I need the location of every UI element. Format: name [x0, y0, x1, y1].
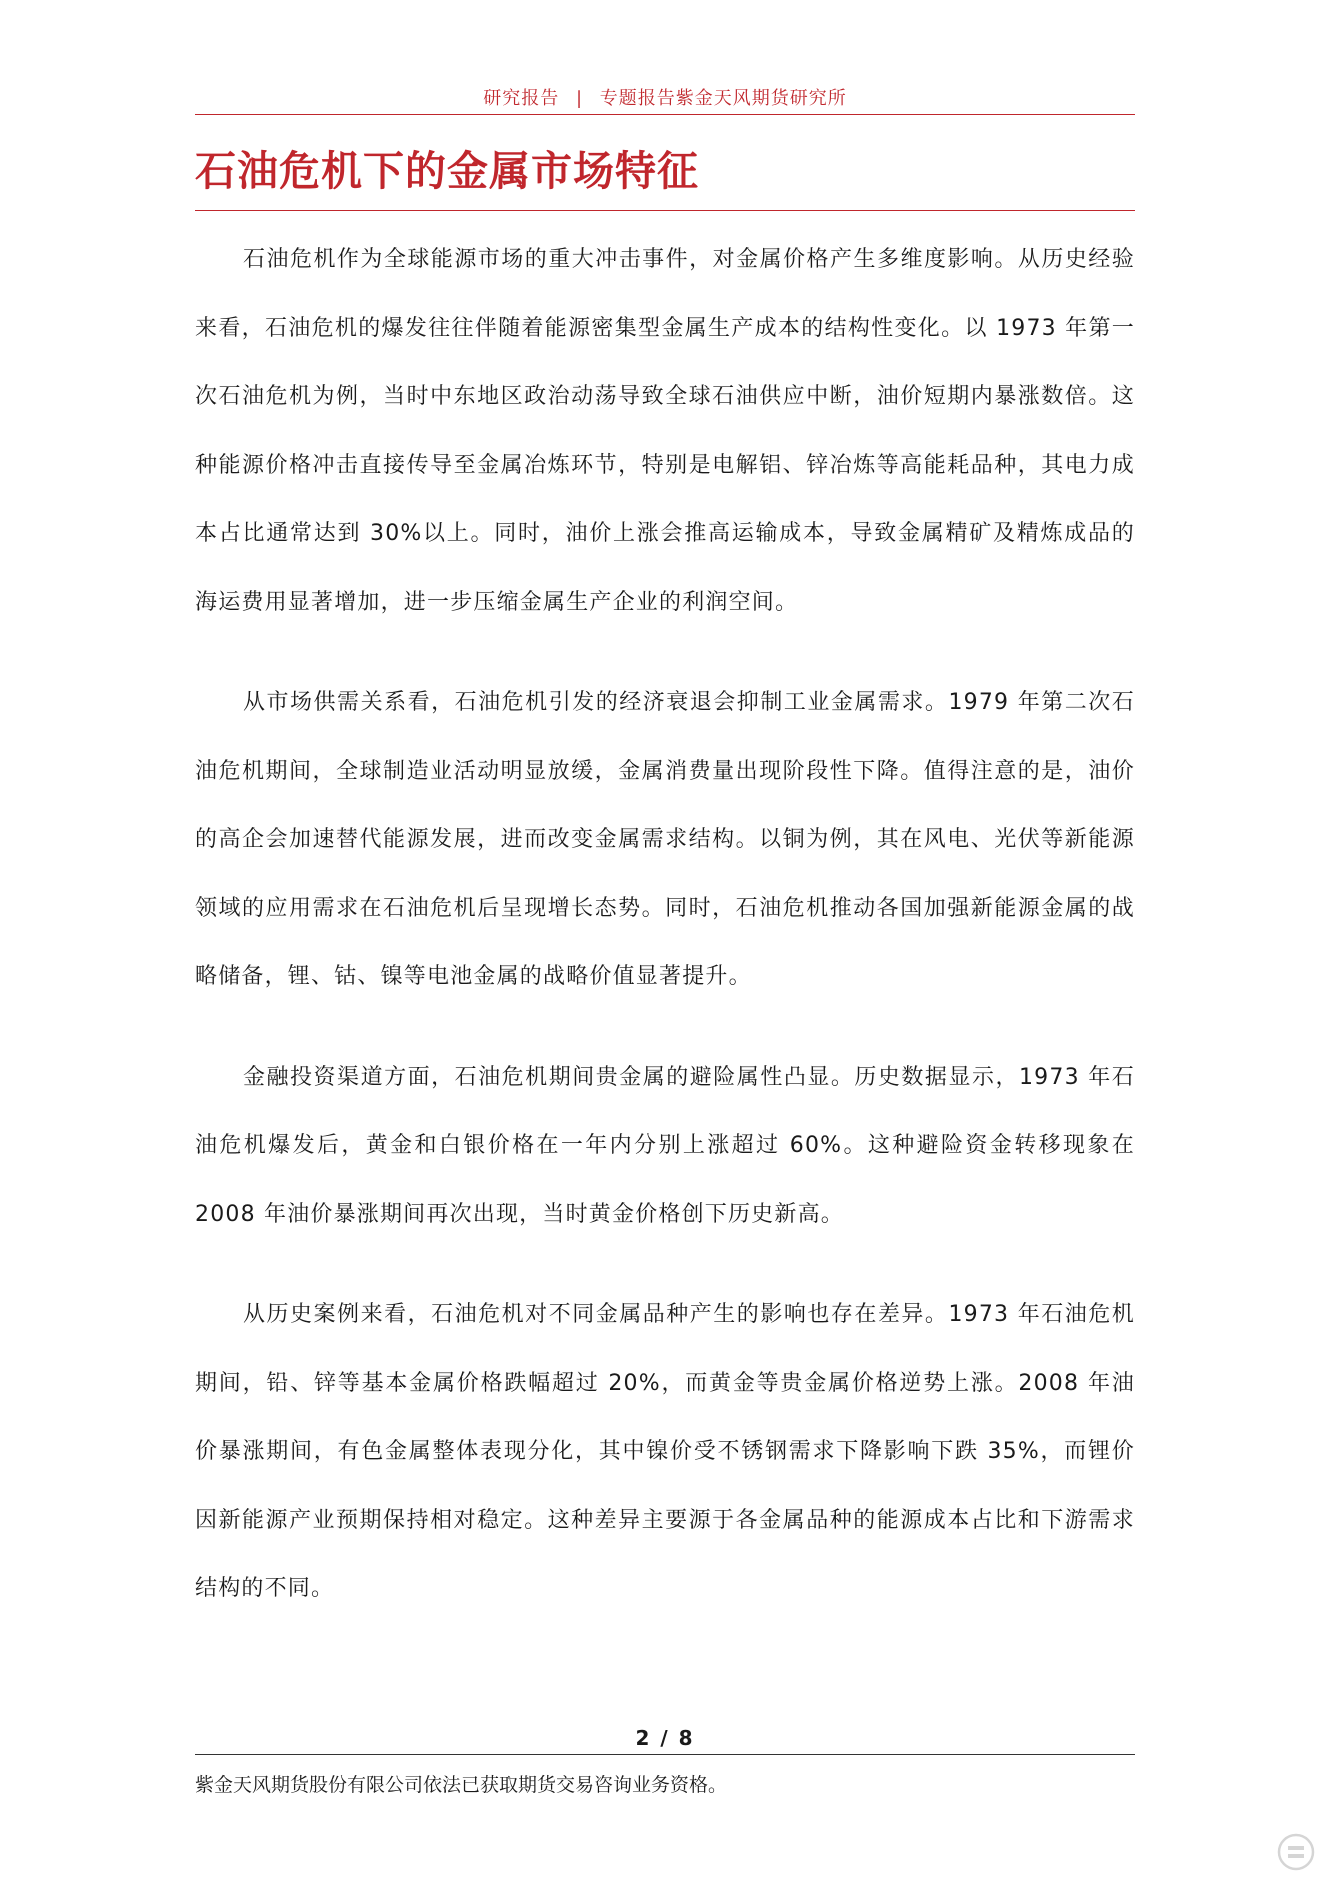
title-rule — [195, 210, 1135, 211]
document-body — [195, 226, 1135, 1656]
page-number: 2 / 8 — [635, 1726, 695, 1750]
watermark — [1276, 1832, 1316, 1872]
document-title: 石油危机下的金属市场特征 — [195, 147, 699, 195]
body-paragraph: 金融投资渠道方面，石油危机期间贵金属的避险属性凸显。历史数据显示，1973 年石油危机爆发后，黄金和白银价格在一年内分别上涨超过 60%。这种避险资金转移现象在 2008 年油价暴涨期间再次出现，当时黄金价格创下历史新高。 — [195, 1064, 1135, 1227]
header-rule — [195, 114, 1135, 115]
header-report-type: 研究报告 — [483, 88, 560, 109]
header-separator: | — [575, 88, 584, 109]
watermark-logo-icon — [1276, 1832, 1316, 1872]
body-paragraph: 从历史案例来看，石油危机对不同金属品种产生的影响也存在差异。1973 年石油危机期间，铅、锌等基本金属价格跌幅超过 20%，而黄金等贵金属价格逆势上涨。2008 年油价暴涨期间，有色金属整体表现分化，其中镍价受不锈钢需求下降影响下跌 35%，而锂价因新能源产业预期保持相对稳定。这种差异主要源于各金属品种的能源成本占比和下游需求结构的不同。 — [195, 1302, 1135, 1601]
body-paragraph: 从市场供需关系看，石油危机引发的经济衰退会抑制工业金属需求。1979 年第二次石油危机期间，全球制造业活动明显放缓，金属消费量出现阶段性下降。值得注意的是，油价的高企会加速替代能源发展，进而改变金属需求结构。以铜为例，其在风电、光伏等新能源领域的应用需求在石油危机后呈现增长态势。同时，石油危机推动各国加强新能源金属的战略储备，锂、钴、镍等电池金属的战略价值显著提升。 — [195, 690, 1135, 989]
header-institute: 专题报告紫金天风期货研究所 — [599, 88, 847, 109]
footer-rule — [195, 1754, 1135, 1755]
page-header — [195, 84, 1135, 110]
footer-disclaimer: 紫金天风期货股份有限公司依法已获取期货交易咨询业务资格。 — [195, 1774, 728, 1796]
body-paragraph: 石油危机作为全球能源市场的重大冲击事件，对金属价格产生多维度影响。从历史经验来看，石油危机的爆发往往伴随着能源密集型金属生产成本的结构性变化。以 1973 年第一次石油危机为例，当时中东地区政治动荡导致全球石油供应中断，油价短期内暴涨数倍。这种能源价格冲击直接传导至金属冶炼环节，特别是电解铝、锌冶炼等高能耗品种，其电力成本占比通常达到 30%以上。同时，油价上涨会推高运输成本，导致金属精矿及精炼成品的海运费用显著增加，进一步压缩金属生产企业的利润空间。 — [195, 247, 1135, 615]
